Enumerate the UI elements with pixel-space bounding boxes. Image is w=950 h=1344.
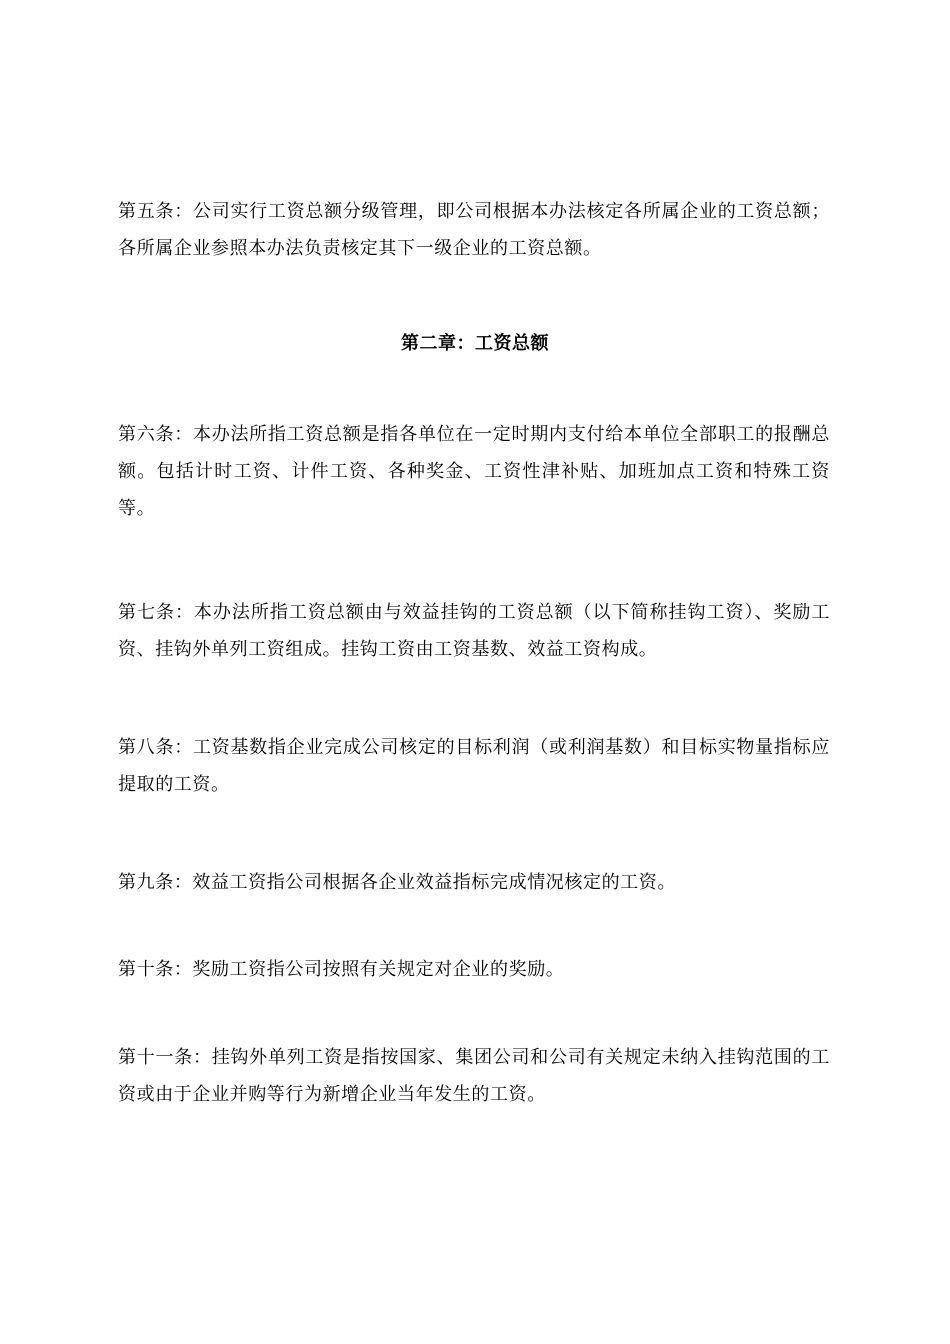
chapter-2-title: 第二章：工资总额: [401, 333, 549, 354]
article-5: 第五条：公司实行工资总额分级管理，即公司根据本办法核定各所属企业的工资总额；各所属企业参照本办法负责核定其下一级企业的工资总额。: [118, 201, 830, 259]
article-9: 第九条：效益工资指公司根据各企业效益指标完成情况核定的工资。: [118, 872, 676, 893]
article-10: 第十条：奖励工资指公司按照有关规定对企业的奖励。: [118, 959, 565, 980]
article-6: 第六条：本办法所指工资总额是指各单位在一定时期内支付给本单位全部职工的报酬总额。包括计时工资、计件工资、各种奖金、工资性津补贴、加班加点工资和特殊工资等。: [118, 424, 830, 519]
article-11: 第十一条：挂钩外单列工资是指按国家、集团公司和公司有关规定未纳入挂钩范围的工资或由于企业并购等行为新增企业当年发生的工资。: [118, 1047, 830, 1105]
article-7: 第七条：本办法所指工资总额由与效益挂钩的工资总额（以下简称挂钩工资）、奖励工资、挂钩外单列工资组成。挂钩工资由工资基数、效益工资构成。: [118, 602, 830, 660]
article-8: 第八条：工资基数指企业完成公司核定的目标利润（或利润基数）和目标实物量指标应提取的工资。: [118, 737, 830, 795]
